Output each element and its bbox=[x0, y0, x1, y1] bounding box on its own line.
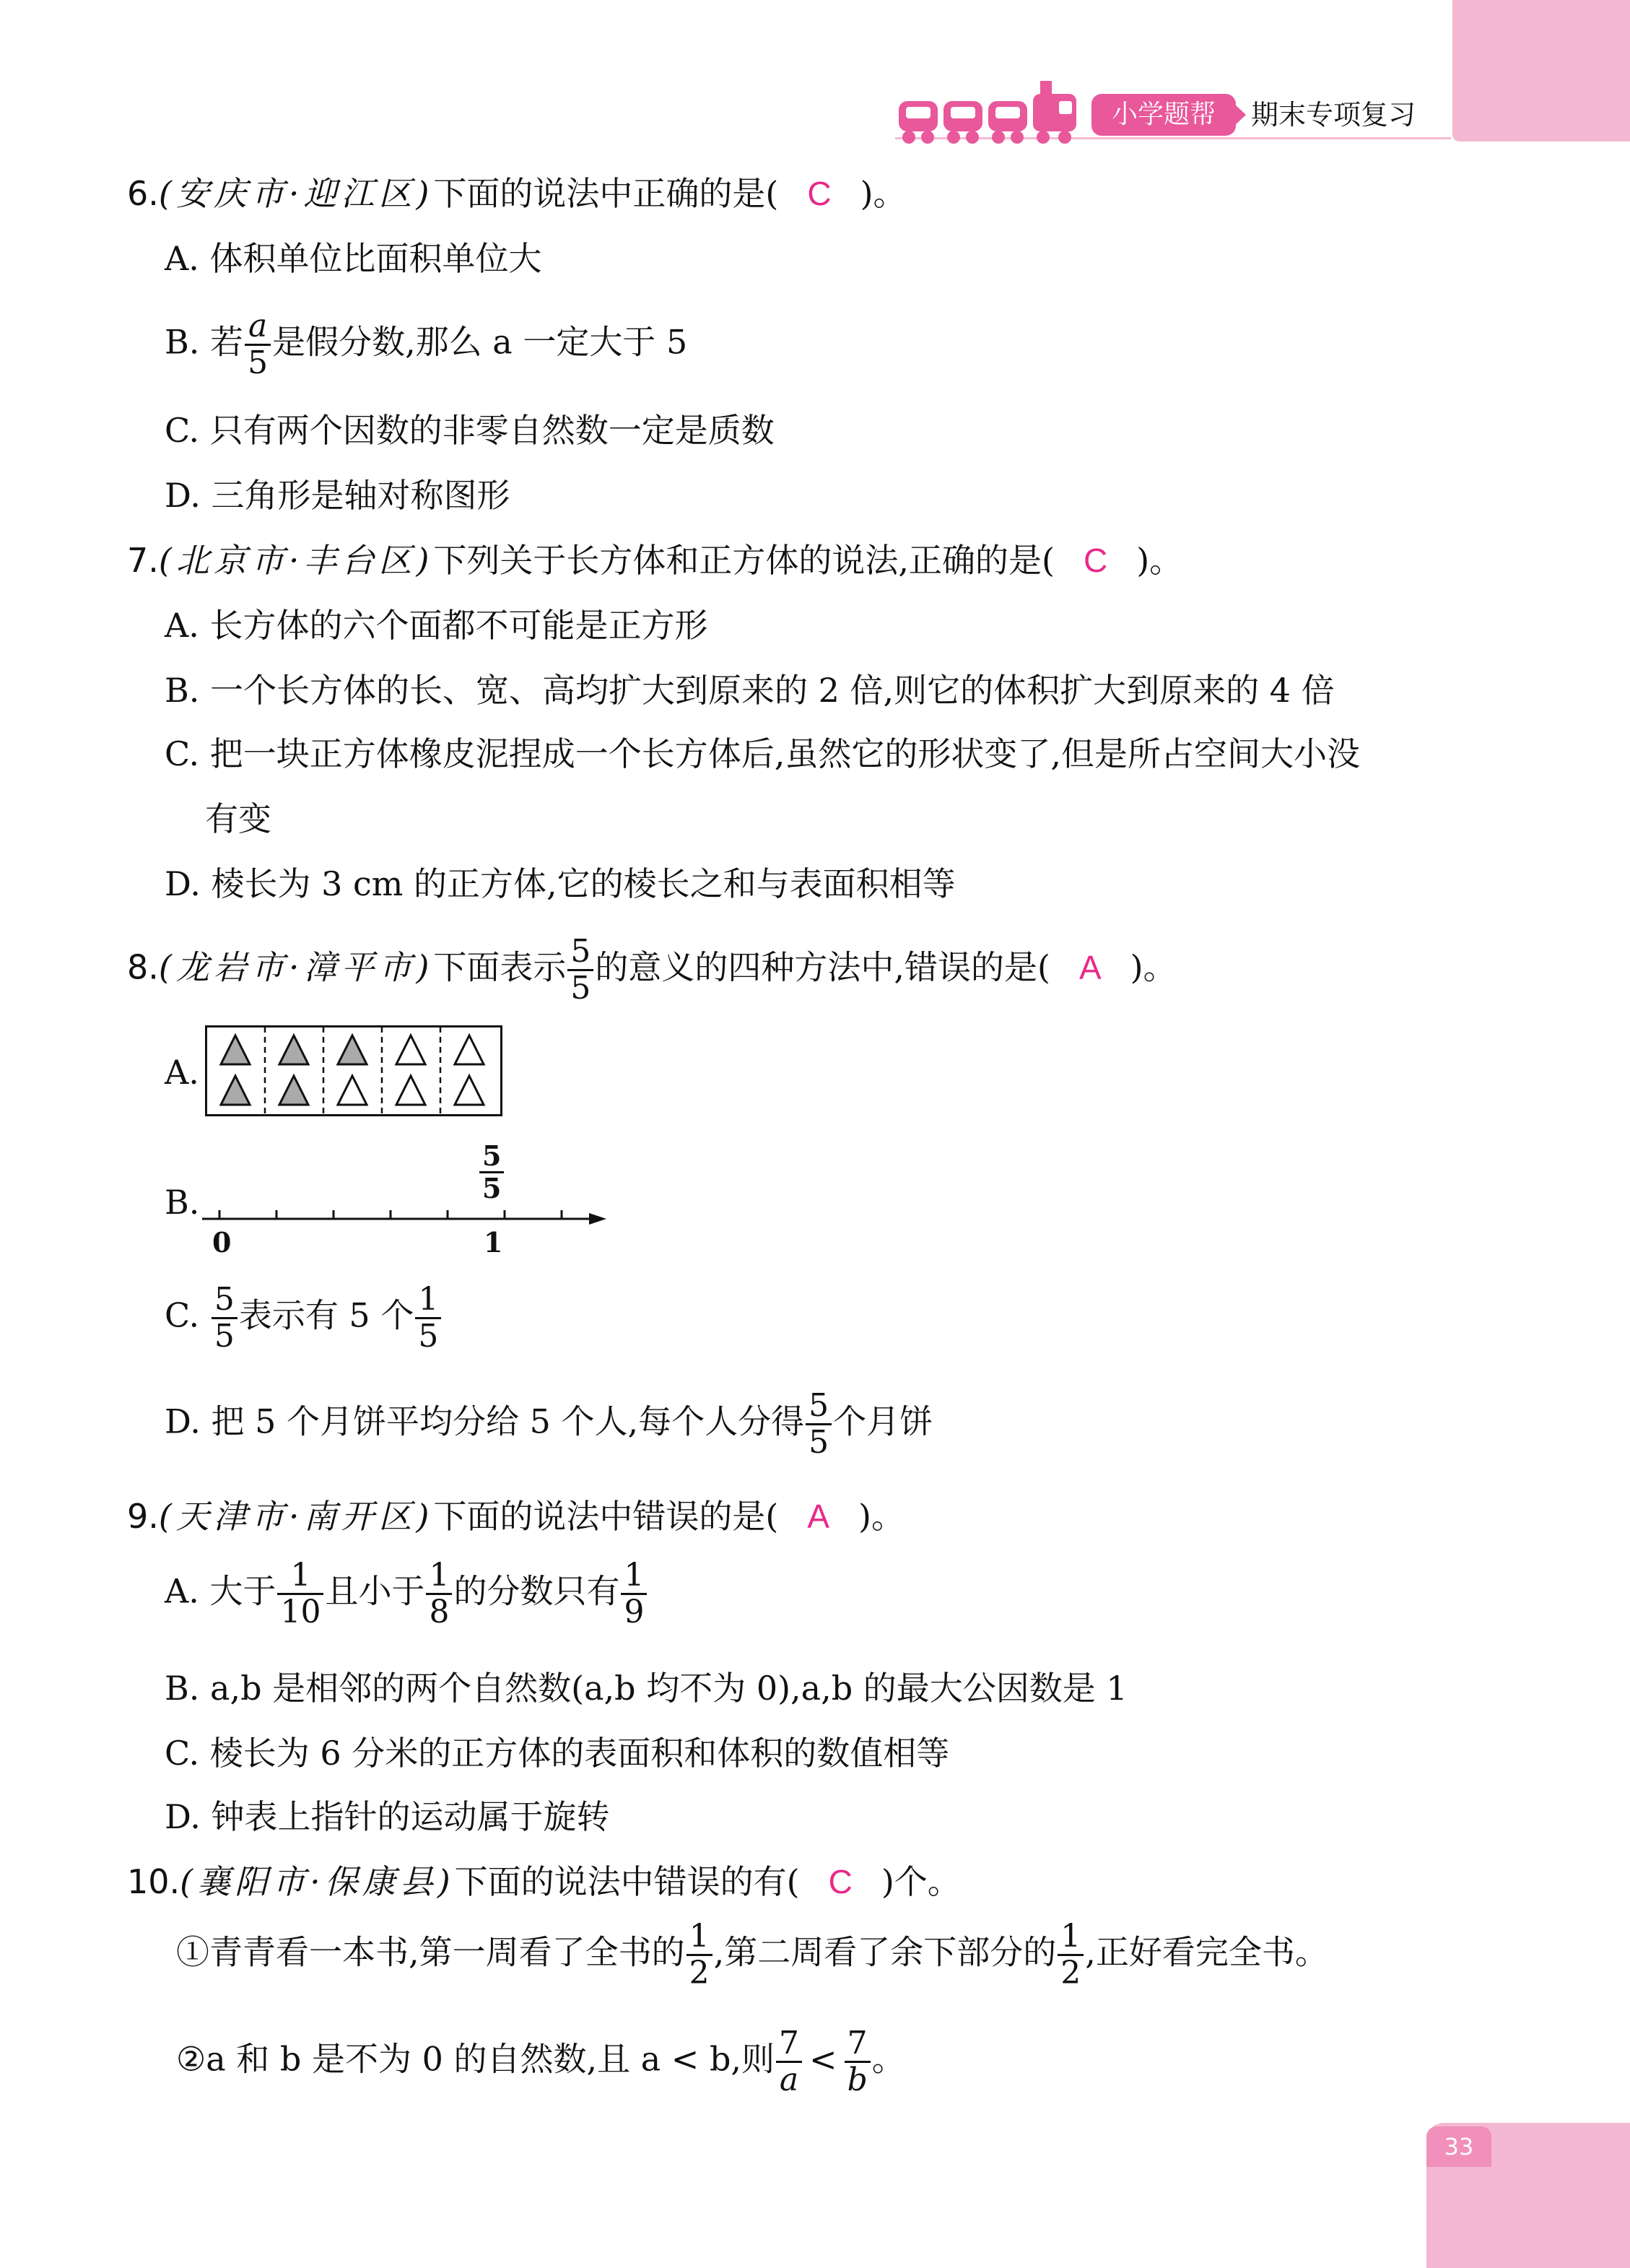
fraction bbox=[567, 933, 593, 1007]
numerator: 1 bbox=[426, 1560, 452, 1595]
denominator: a bbox=[779, 2061, 799, 2098]
option-b bbox=[165, 310, 687, 379]
question-8-stem bbox=[127, 933, 1177, 1007]
option-b-suffix: 是假分数,那么 a 一定大于 5 bbox=[272, 322, 688, 362]
triangle-shaded bbox=[338, 1035, 367, 1064]
less-than-sign: < bbox=[809, 2039, 837, 2079]
fraction bbox=[806, 1387, 832, 1461]
question-text: 下面表示 bbox=[433, 947, 567, 987]
question-end: )。 bbox=[1130, 947, 1177, 987]
statement-1-end: ,正好看完全书。 bbox=[1085, 1932, 1328, 1972]
answer-mark: C bbox=[1083, 542, 1108, 579]
numerator: 7 bbox=[845, 2028, 871, 2063]
denominator: 5 bbox=[809, 1424, 829, 1461]
question-source: (襄阳市·保康县) bbox=[180, 1862, 455, 1901]
question-number: 7. bbox=[127, 541, 159, 580]
denominator: 2 bbox=[689, 1955, 710, 1991]
option-a-label: A. bbox=[165, 1053, 199, 1092]
section-title: 期末专项复习 bbox=[1251, 99, 1416, 131]
numerator: 5 bbox=[479, 1142, 504, 1173]
triangle-empty bbox=[455, 1076, 484, 1105]
numerator: 5 bbox=[212, 1284, 237, 1319]
denominator: 9 bbox=[624, 1594, 645, 1630]
question-text: 下面的说法中正确的是( bbox=[433, 174, 779, 213]
triangle-shaded bbox=[279, 1035, 308, 1064]
option-a-mid: 且小于 bbox=[325, 1571, 425, 1611]
question-source: (安庆市·迎江区) bbox=[158, 174, 434, 213]
question-text: 下面的说法中错误的是( bbox=[433, 1497, 779, 1536]
option-d-text: D. 把 5 个月饼平均分给 5 个人,每个人分得 bbox=[165, 1402, 805, 1441]
option-a bbox=[165, 1557, 648, 1630]
question-end: )个。 bbox=[881, 1862, 961, 1901]
numerator: 7 bbox=[776, 2028, 802, 2063]
fraction bbox=[426, 1557, 452, 1630]
option-a: A. 长方体的六个面都不可能是正方形 bbox=[165, 606, 708, 645]
option-d: D. 钟表上指针的运动属于旋转 bbox=[165, 1797, 610, 1836]
option-c-text: 表示有 5 个 bbox=[238, 1295, 414, 1335]
denominator: 5 bbox=[570, 970, 591, 1007]
question-source: (天津市·南开区) bbox=[158, 1497, 434, 1536]
answer-mark: C bbox=[828, 1863, 853, 1900]
question-text: 下列关于长方体和正方体的说法,正确的是( bbox=[433, 541, 1055, 580]
question-6-stem bbox=[127, 168, 907, 215]
triangle-empty bbox=[396, 1076, 425, 1105]
option-c: C. 棱长为 6 分米的正方体的表面积和体积的数值相等 bbox=[165, 1734, 950, 1773]
denominator: 2 bbox=[1060, 1955, 1081, 1991]
question-end: )。 bbox=[1136, 541, 1183, 580]
fraction bbox=[687, 1918, 712, 1991]
option-a: A. 体积单位比面积单位大 bbox=[165, 239, 542, 278]
triangle-empty bbox=[455, 1035, 484, 1064]
question-number: 10. bbox=[127, 1862, 180, 1901]
question-7-stem bbox=[127, 534, 1182, 582]
statement-2-text: ②a 和 b 是不为 0 的自然数,且 a < b,则 bbox=[176, 2039, 775, 2079]
option-d-end: 个月饼 bbox=[833, 1402, 933, 1441]
denominator: 8 bbox=[429, 1594, 450, 1630]
numerator: 1 bbox=[277, 1560, 323, 1595]
option-c-continued: 有变 bbox=[205, 799, 271, 838]
statement-2 bbox=[176, 2025, 905, 2098]
answer-mark: A bbox=[1078, 948, 1102, 986]
triangle-empty bbox=[338, 1076, 367, 1105]
numerator: 5 bbox=[567, 936, 593, 971]
question-text-2: 的意义的四种方法中,错误的是( bbox=[595, 947, 1050, 987]
numerator: 1 bbox=[1058, 1921, 1084, 1956]
number-line bbox=[202, 1191, 614, 1235]
fraction bbox=[245, 310, 271, 379]
option-d: D. 棱长为 3 cm 的正方体,它的棱长之和与表面积相等 bbox=[165, 864, 956, 903]
triangle-empty bbox=[396, 1035, 425, 1064]
denominator: 5 bbox=[418, 1318, 439, 1355]
option-c-label: C. bbox=[165, 1295, 200, 1335]
fraction bbox=[415, 1281, 441, 1355]
triangle-shaded bbox=[221, 1035, 250, 1064]
brand-badge: 小学题帮 bbox=[1091, 94, 1236, 136]
fraction bbox=[1058, 1918, 1084, 1991]
option-d: D. 三角形是轴对称图形 bbox=[165, 476, 510, 515]
denominator: 5 bbox=[248, 344, 269, 381]
axis-mark-fraction bbox=[478, 1139, 505, 1204]
option-c: C. 把一块正方体橡皮泥捏成一个长方体后,虽然它的形状变了,但是所占空间大小没 bbox=[165, 734, 1361, 773]
denominator: 10 bbox=[280, 1594, 321, 1630]
triangle-shaded bbox=[221, 1076, 250, 1105]
axis-label-one: 1 bbox=[484, 1226, 503, 1259]
fraction bbox=[212, 1281, 237, 1355]
question-end: )。 bbox=[858, 1497, 905, 1536]
question-number: 6. bbox=[127, 174, 159, 213]
option-a-mid2: 的分数只有 bbox=[453, 1571, 620, 1611]
question-10-stem bbox=[127, 1856, 961, 1903]
page-number: 33 bbox=[1426, 2126, 1491, 2167]
option-d bbox=[165, 1387, 933, 1461]
denominator: b bbox=[847, 2061, 868, 2098]
axis-label-zero: 0 bbox=[212, 1226, 232, 1259]
option-b: B. a,b 是相邻的两个自然数(a,b 均不为 0),a,b 的最大公因数是 1 bbox=[165, 1669, 1128, 1708]
answer-mark: A bbox=[807, 1498, 830, 1535]
fraction bbox=[776, 2025, 802, 2098]
numerator: 1 bbox=[621, 1560, 647, 1595]
question-source: (龙岩市·漳平市) bbox=[158, 947, 434, 987]
fraction bbox=[621, 1557, 647, 1630]
question-9-stem bbox=[127, 1490, 905, 1538]
question-end: )。 bbox=[860, 174, 907, 213]
question-number: 9. bbox=[127, 1497, 159, 1536]
fraction bbox=[277, 1557, 323, 1630]
statement-2-end: 。 bbox=[871, 2039, 905, 2079]
option-b: B. 一个长方体的长、宽、高均扩大到原来的 2 倍,则它的体积扩大到原来的 4 倍 bbox=[165, 671, 1335, 710]
header-corner-tab bbox=[1452, 0, 1630, 142]
option-a-prefix: A. 大于 bbox=[165, 1571, 276, 1611]
question-source: (北京市·丰台区) bbox=[158, 541, 434, 580]
option-c: C. 只有两个因数的非零自然数一定是质数 bbox=[165, 411, 775, 450]
numerator: 1 bbox=[415, 1284, 441, 1319]
numerator: 5 bbox=[806, 1390, 832, 1425]
statement-1-text: ①青青看一本书,第一周看了全书的 bbox=[176, 1932, 685, 1972]
statement-1 bbox=[176, 1918, 1328, 1991]
answer-mark: C bbox=[807, 175, 832, 212]
triangle-shaded bbox=[279, 1076, 308, 1105]
question-number: 8. bbox=[127, 947, 159, 987]
train-icon bbox=[899, 81, 1086, 146]
option-b-prefix: B. 若 bbox=[165, 322, 244, 362]
fraction bbox=[845, 2025, 871, 2098]
question-text: 下面的说法中错误的有( bbox=[454, 1862, 800, 1901]
triangle-grid bbox=[205, 1025, 502, 1116]
option-b-label: B. bbox=[165, 1183, 200, 1222]
numerator: 1 bbox=[687, 1921, 712, 1956]
denominator: 5 bbox=[482, 1172, 502, 1204]
statement-1-mid: ,第二周看了余下部分的 bbox=[713, 1932, 1057, 1972]
denominator: 5 bbox=[214, 1318, 235, 1355]
option-c bbox=[165, 1281, 443, 1355]
numerator: a bbox=[245, 310, 271, 346]
